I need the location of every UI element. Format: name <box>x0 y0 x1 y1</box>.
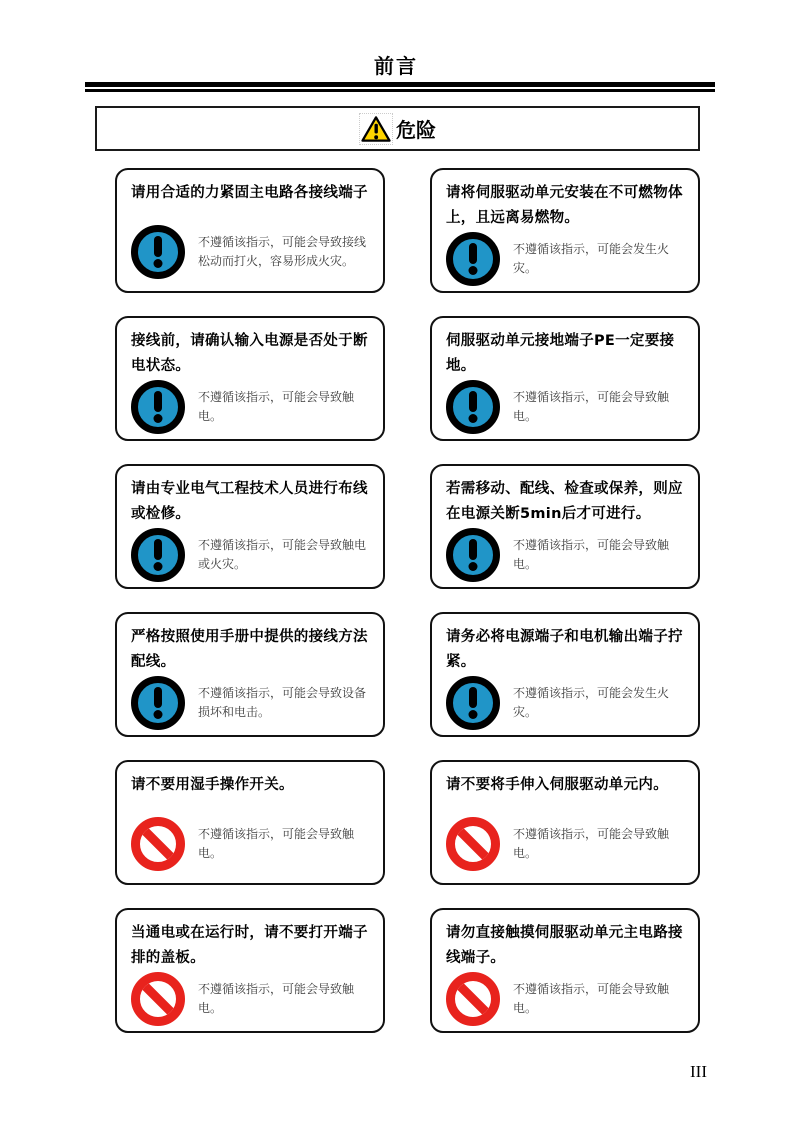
warning-title: 当通电或在运行时，请不要打开端子排的盖板。 <box>131 925 368 967</box>
prohibition-icon <box>131 817 185 871</box>
warning-title: 接线前，请确认输入电源是否处于断电状态。 <box>131 333 368 375</box>
warning-card <box>115 908 385 1033</box>
danger-banner <box>95 106 700 151</box>
warning-caution: 不遵循该指示，可能会发生火灾。 <box>513 686 670 719</box>
warning-caution: 不遵循该指示，可能会导致触电。 <box>198 390 355 423</box>
warning-card <box>430 168 700 293</box>
warning-caution: 不遵循该指示，可能会导致触电。 <box>513 982 670 1015</box>
danger-label: 危险 <box>396 118 436 142</box>
warning-title: 请由专业电气工程技术人员进行布线或检修。 <box>131 481 368 523</box>
page-number: III <box>690 1062 707 1081</box>
warning-title: 若需移动、配线、检查或保养，则应在电源关断5min后才可进行。 <box>446 481 683 523</box>
warning-card <box>115 760 385 885</box>
warning-card <box>430 612 700 737</box>
warning-title: 请勿直接触摸伺服驱动单元主电路接线端子。 <box>446 925 683 967</box>
warning-caution: 不遵循该指示，可能会导致设备损坏和电击。 <box>198 686 367 719</box>
header-divider <box>85 82 715 92</box>
warning-title: 请不要将手伸入伺服驱动单元内。 <box>446 777 668 793</box>
warning-grid <box>115 168 700 1033</box>
exclamation-circle-icon <box>131 528 185 582</box>
warning-title: 请不要用湿手操作开关。 <box>131 777 294 793</box>
warning-caution: 不遵循该指示，可能会导致触电。 <box>513 827 670 860</box>
prohibition-icon <box>131 972 185 1026</box>
warning-card <box>115 168 385 293</box>
exclamation-circle-icon <box>446 232 500 286</box>
warning-caution: 不遵循该指示，可能会导致触电或火灾。 <box>198 538 367 571</box>
warning-card <box>430 464 700 589</box>
warning-title: 请将伺服驱动单元安装在不可燃物体上，且远离易燃物。 <box>446 185 683 227</box>
warning-card <box>430 908 700 1033</box>
warning-card <box>115 464 385 589</box>
warning-card <box>430 760 700 885</box>
warning-caution: 不遵循该指示，可能会导致接线松动而打火，容易形成火灾。 <box>198 235 367 268</box>
warning-card <box>115 612 385 737</box>
warning-title: 严格按照使用手册中提供的接线方法配线。 <box>131 629 368 671</box>
warning-card <box>115 316 385 441</box>
warning-title: 请务必将电源端子和电机输出端子拧紧。 <box>446 629 683 671</box>
exclamation-circle-icon <box>446 380 500 434</box>
page-title: 前言 <box>374 54 418 78</box>
exclamation-circle-icon <box>446 676 500 730</box>
exclamation-circle-icon <box>446 528 500 582</box>
exclamation-circle-icon <box>131 676 185 730</box>
exclamation-circle-icon <box>131 225 185 279</box>
warning-caution: 不遵循该指示，可能会导致触电。 <box>513 538 670 571</box>
warning-caution: 不遵循该指示，可能会导致触电。 <box>198 827 355 860</box>
warning-title: 伺服驱动单元接地端子PE一定要接地。 <box>446 333 675 375</box>
warning-caution: 不遵循该指示，可能会发生火灾。 <box>513 242 670 275</box>
warning-title: 请用合适的力紧固主电路各接线端子 <box>131 185 368 201</box>
prohibition-icon <box>446 817 500 871</box>
warning-triangle-icon <box>359 113 393 145</box>
warning-caution: 不遵循该指示，可能会导致触电。 <box>513 390 670 423</box>
warning-card <box>430 316 700 441</box>
warning-caution: 不遵循该指示，可能会导致触电。 <box>198 982 355 1015</box>
exclamation-circle-icon <box>131 380 185 434</box>
prohibition-icon <box>446 972 500 1026</box>
